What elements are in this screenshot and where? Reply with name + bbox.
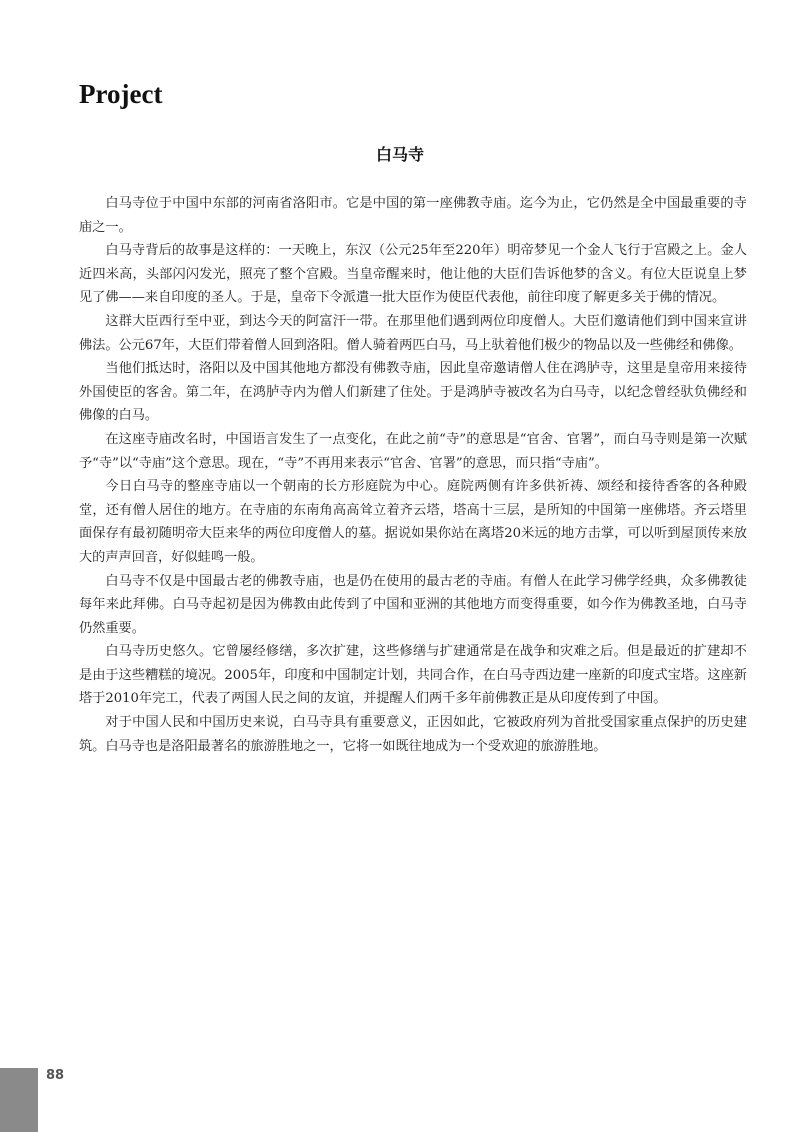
page-number: 88: [46, 1068, 65, 1083]
paragraph: 在这座寺庙改名时，中国语言发生了一点变化，在此之前“寺”的意思是“官舍、官署”，而白马寺则是第一次赋予“寺”以“寺庙”这个意思。现在，“寺”不再用来表示“官舍、官署”的意思，而只指“寺庙”。: [79, 431, 747, 471]
paragraph: 这群大臣西行至中亚，到达今天的阿富汗一带。在那里他们遇到两位印度僧人。大臣们邀请他们到中国来宣讲佛法。公元67年，大臣们带着僧人回到洛阳。僧人骑着两匹白马，马上驮着他们极少的物品以及一些佛经和佛像。: [79, 313, 747, 353]
paragraph: 白马寺位于中国中东部的河南省洛阳市。它是中国的第一座佛教寺庙。迄今为止，它仍然是全中国最重要的寺庙之一。: [79, 196, 747, 235]
paragraph: 今日白马寺的整座寺庙以一个朝南的长方形庭院为中心。庭院两侧有许多供祈祷、颂经和接待香客的各种殿堂，还有僧人居住的地方。在寺庙的东南角高高耸立着齐云塔，塔高十三层，是所知的中国第一座佛塔。齐云塔里面保存有最初随明帝大臣来华的两位印度僧人的墓。据说如果你站在离塔20米远的地方击掌，可以听到屋顶传来放大的声声回音，好似蛙鸣一般。: [79, 479, 747, 565]
article-body: [79, 192, 747, 758]
paragraph: 对于中国人民和中国历史来说，白马寺具有重要意义，正因如此，它被政府列为首批受国家重点保护的历史建筑。白马寺也是洛阳最著名的旅游胜地之一，它将一如既往地成为一个受欢迎的旅游胜地。: [79, 715, 747, 754]
paragraph: 白马寺背后的故事是这样的：一天晚上，东汉（公元25年至220年）明帝梦见一个金人飞行于宫殿之上。金人近四米高，头部闪闪发光，照亮了整个宫殿。当皇帝醒来时，他让他的大臣们告诉他梦的含义。有位大臣说皇上梦见了佛——来自印度的圣人。于是，皇帝下令派遣一批大臣作为使臣代表他，前往印度了解更多关于佛的情况。: [79, 243, 747, 306]
paragraph: 白马寺历史悠久。它曾屡经修缮，多次扩建，这些修缮与扩建通常是在战争和灾难之后。但是最近的扩建却不是由于这些糟糕的境况。2005年，印度和中国制定计划，共同合作，在白马寺西边建一座新的印度式宝塔。这座新塔于2010年完工，代表了两国人民之间的友谊，并提醒人们两千多年前佛教正是从印度传到了中国。: [79, 644, 747, 707]
footer-bar: [0, 1068, 38, 1132]
article-title: 白马寺: [375, 145, 424, 164]
paragraph: 当他们抵达时，洛阳以及中国其他地方都没有佛教寺庙，因此皇帝邀请僧人住在鸿胪寺，这里是皇帝用来接待外国使臣的客舍。第二年，在鸿胪寺内为僧人们新建了住处。于是鸿胪寺被改名为白马寺，以纪念曾经驮负佛经和佛像的白马。: [79, 361, 747, 424]
section-title: Project: [79, 79, 163, 109]
paragraph: 白马寺不仅是中国最古老的佛教寺庙，也是仍在使用的最古老的寺庙。有僧人在此学习佛学经典，众多佛教徒每年来此拜佛。白马寺起初是因为佛教由此传到了中国和亚洲的其他地方而变得重要，如今作为佛教圣地，白马寺仍然重要。: [79, 573, 747, 636]
